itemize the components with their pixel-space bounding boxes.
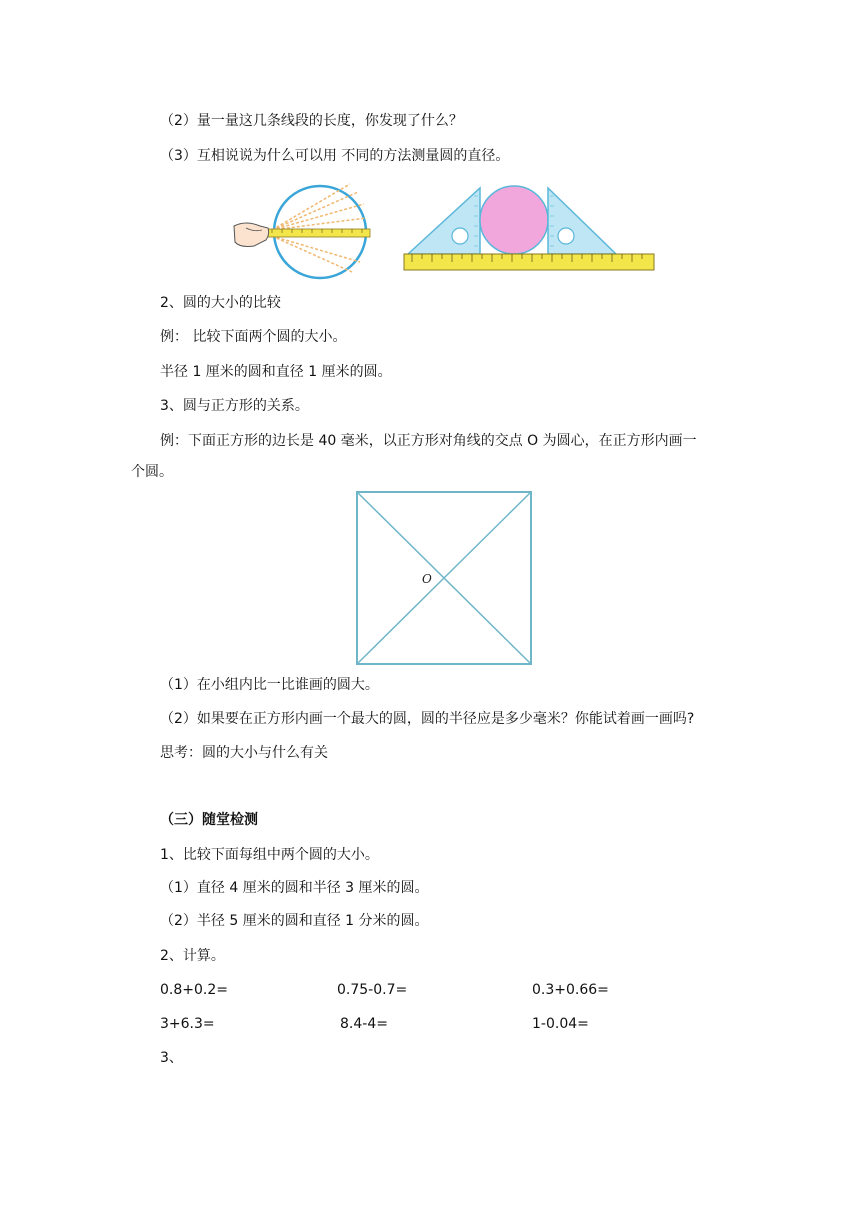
hand-icon — [234, 223, 269, 247]
calc-item: 0.75-0.7= — [337, 982, 408, 998]
check-1: 1、比较下面每组中两个圆的大小。 — [160, 847, 379, 863]
section-3-example-line2: 个圆。 — [131, 464, 173, 480]
section-3-example-line1: 例：下面正方形的边长是 40 毫米，以正方形对角线的交点 O 为圆心，在正方形内画一 — [160, 433, 697, 449]
question-3: （3）互相说说为什么可以用 不同的方法测量圆的直径。 — [160, 148, 510, 164]
section-2-example: 例： 比较下面两个圆的大小。 — [160, 329, 347, 345]
section-three-title: （三）随堂检测 — [160, 812, 258, 828]
calc-item: 0.8+0.2= — [160, 982, 228, 998]
square-figure — [356, 491, 532, 665]
section-3-heading: 3、圆与正方形的关系。 — [160, 398, 309, 414]
think-prompt: 思考：圆的大小与什么有关 — [160, 745, 328, 761]
check-3: 3、 — [160, 1050, 183, 1066]
bottom-ruler — [404, 254, 654, 270]
calc-item: 8.4-4= — [340, 1016, 388, 1032]
section-3-question-1: （1）在小组内比一比谁画的圆大。 — [160, 677, 379, 693]
calc-item: 1-0.04= — [532, 1016, 589, 1032]
pink-circle — [480, 186, 548, 254]
section-2-heading: 2、圆的大小的比较 — [160, 295, 281, 311]
section-3-question-2: （2）如果要在正方形内画一个最大的圆，圆的半径应是多少毫米？你能试着画一画吗? — [160, 711, 695, 727]
section-2-detail: 半径 1 厘米的圆和直径 1 厘米的圆。 — [160, 364, 392, 380]
calc-item: 0.3+0.66= — [532, 982, 609, 998]
check-1-question-2: （2）半径 5 厘米的圆和直径 1 分米的圆。 — [160, 913, 429, 929]
question-2: （2）量一量这几条线段的长度，你发现了什么？ — [160, 113, 463, 129]
left-set-square — [408, 188, 480, 254]
measure-circle-figure — [232, 176, 382, 281]
check-2: 2、计算。 — [160, 948, 225, 964]
right-set-square — [548, 188, 616, 254]
check-1-question-1: （1）直径 4 厘米的圆和半径 3 厘米的圆。 — [160, 880, 429, 896]
calc-item: 3+6.3= — [160, 1016, 215, 1032]
measure-ruler — [262, 229, 370, 237]
center-label-o: O — [422, 572, 432, 586]
triangle-ruler-figure — [402, 182, 657, 274]
